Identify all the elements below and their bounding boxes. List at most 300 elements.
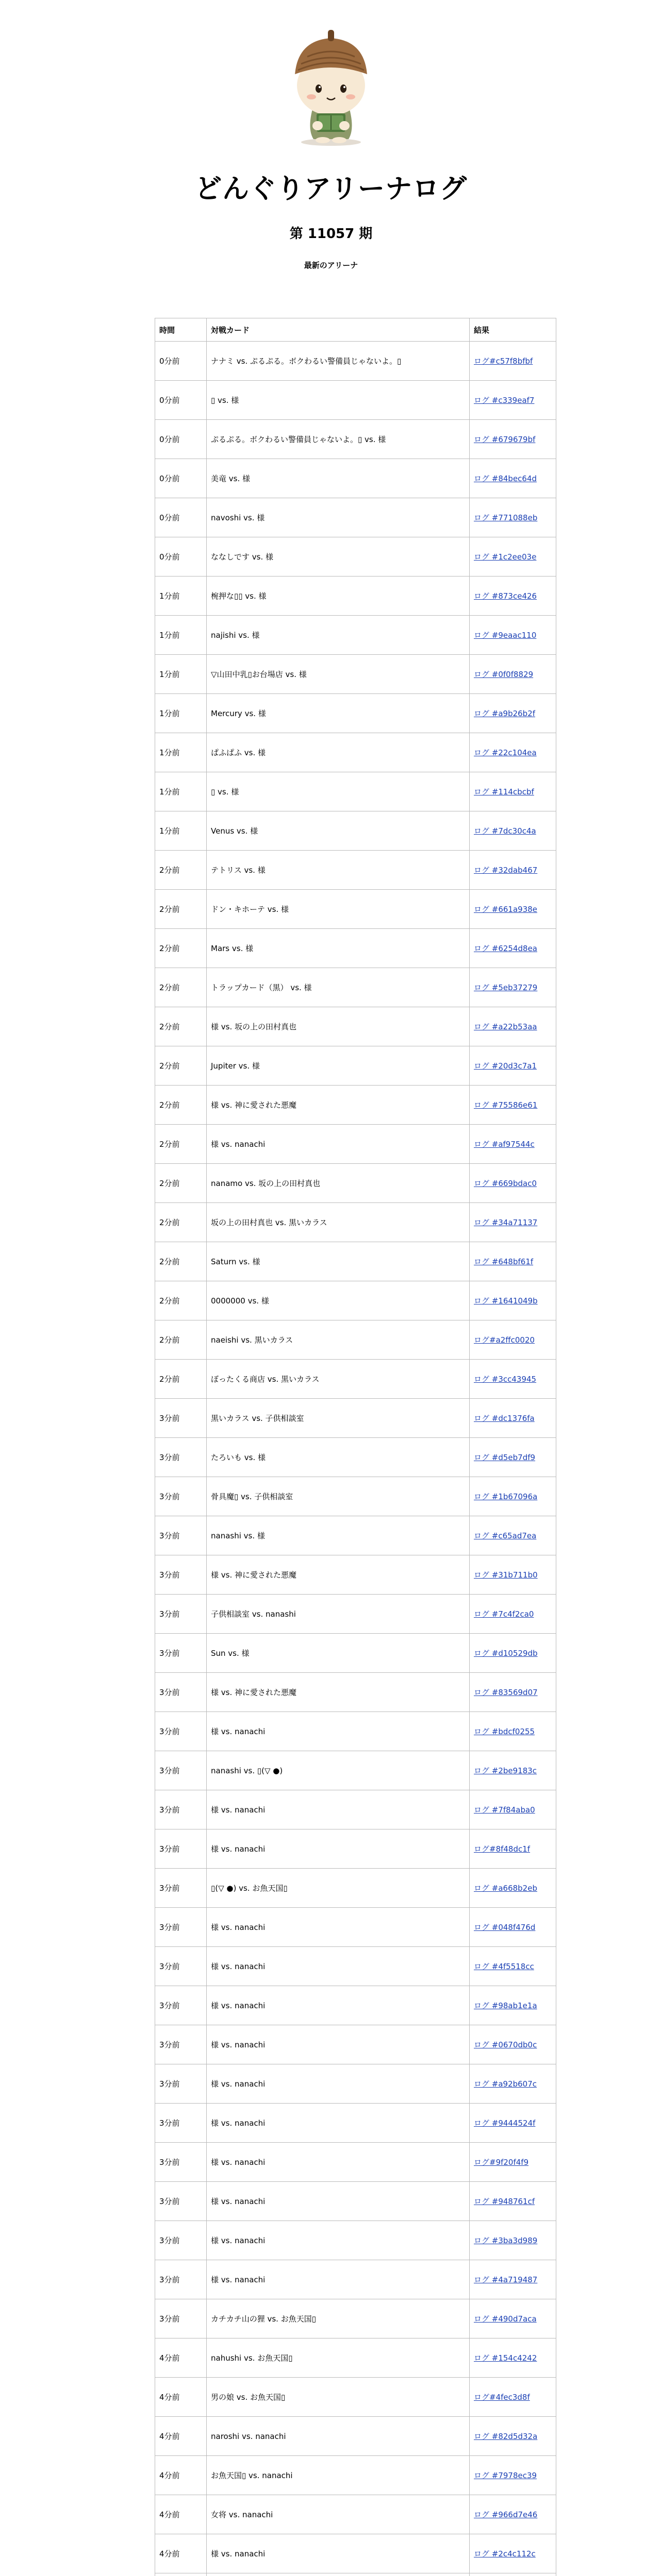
match-cell: Mars vs. 様: [207, 929, 470, 968]
table-row: [155, 2104, 556, 2143]
log-link[interactable]: ログ #82d5d32a: [474, 2431, 538, 2441]
result-cell: [470, 1164, 556, 1203]
result-cell: [470, 929, 556, 968]
result-cell: [470, 1477, 556, 1516]
time-cell: 3分前: [155, 1595, 207, 1634]
time-cell: 2分前: [155, 929, 207, 968]
result-cell: [470, 968, 556, 1007]
time-cell: 3分前: [155, 1399, 207, 1438]
match-cell: 男の娘 vs. お魚天国▯: [207, 2378, 470, 2417]
log-link[interactable]: ログ #679679bf: [474, 434, 536, 444]
result-cell: [470, 811, 556, 851]
log-link[interactable]: ログ #c339eaf7: [474, 395, 535, 405]
match-cell: たろいも vs. 様: [207, 1438, 470, 1477]
result-cell: [470, 2182, 556, 2221]
match-cell: 様 vs. nanachi: [207, 1947, 470, 1986]
match-cell: 様 vs. nanachi: [207, 2064, 470, 2104]
log-link[interactable]: ログ #98ab1e1a: [474, 2001, 537, 2010]
result-cell: [470, 537, 556, 577]
match-cell: naeishi vs. 黒いカラス: [207, 1320, 470, 1360]
result-cell: [470, 1595, 556, 1634]
log-link[interactable]: ログ #a92b607c: [474, 2079, 537, 2089]
table-row: [155, 616, 556, 655]
log-link[interactable]: ログ #5eb37279: [474, 982, 538, 992]
log-link[interactable]: ログ #a9b26b2f: [474, 708, 536, 718]
time-cell: 2分前: [155, 1164, 207, 1203]
log-link[interactable]: ログ #7978ec39: [474, 2470, 537, 2480]
match-cell: ▽山田中乳▯お台場店 vs. 様: [207, 655, 470, 694]
time-cell: 0分前: [155, 342, 207, 381]
result-cell: [470, 1125, 556, 1164]
match-cell: Jupiter vs. 様: [207, 1046, 470, 1086]
time-cell: 1分前: [155, 772, 207, 811]
result-cell: [470, 1634, 556, 1673]
result-cell: [470, 1986, 556, 2025]
table-row: [155, 929, 556, 968]
match-cell: nanashi vs. 様: [207, 1516, 470, 1555]
table-row: [155, 1007, 556, 1046]
match-cell: Saturn vs. 様: [207, 1242, 470, 1281]
match-cell: カチカチ山の狸 vs. お魚天国▯: [207, 2299, 470, 2338]
match-cell: テトリス vs. 様: [207, 851, 470, 890]
table-row: [155, 1516, 556, 1555]
time-cell: 2分前: [155, 890, 207, 929]
column-header-time: 時間: [155, 318, 207, 342]
result-cell: [470, 2534, 556, 2573]
result-cell: [470, 655, 556, 694]
time-cell: 3分前: [155, 1751, 207, 1790]
time-cell: 2分前: [155, 1320, 207, 1360]
result-cell: [470, 1555, 556, 1595]
table-row: [155, 420, 556, 459]
table-row: [155, 1986, 556, 2025]
time-cell: 3分前: [155, 2104, 207, 2143]
match-cell: 様 vs. nanachi: [207, 1986, 470, 2025]
log-link[interactable]: ログ #75586e61: [474, 1100, 538, 1110]
log-link[interactable]: ログ #4f5518cc: [474, 1961, 534, 1971]
match-cell: [207, 2573, 470, 2576]
result-cell: [470, 1829, 556, 1869]
result-cell: [470, 1203, 556, 1242]
match-cell: 様 vs. nanachi: [207, 1829, 470, 1869]
log-link[interactable]: ログ #dc1376fa: [474, 1413, 535, 1423]
result-cell: [470, 2573, 556, 2576]
table-row: [155, 1751, 556, 1790]
log-link[interactable]: ログ #20d3c7a1: [474, 1061, 537, 1071]
match-cell: トラップカード（黒） vs. 様: [207, 968, 470, 1007]
match-cell: nanamo vs. 坂の上の田村真也: [207, 1164, 470, 1203]
result-cell: [470, 1320, 556, 1360]
result-cell: [470, 2104, 556, 2143]
result-cell: [470, 459, 556, 498]
log-link[interactable]: ログ #0670db0c: [474, 2040, 537, 2049]
match-cell: 坂の上の田村真也 vs. 黒いカラス: [207, 1203, 470, 1242]
log-link[interactable]: ログ #7dc30c4a: [474, 826, 536, 836]
result-cell: [470, 498, 556, 537]
time-cell: 3分前: [155, 2025, 207, 2064]
table-row: [155, 381, 556, 420]
result-cell: [470, 1046, 556, 1086]
time-cell: 2分前: [155, 1125, 207, 1164]
table-row: [155, 1203, 556, 1242]
match-cell: ▯ vs. 様: [207, 772, 470, 811]
table-row: [155, 1712, 556, 1751]
log-link[interactable]: ログ #048f476d: [474, 1922, 536, 1932]
log-link[interactable]: ログ #1641049b: [474, 1296, 538, 1306]
log-link[interactable]: ログ #a668b2eb: [474, 1883, 537, 1893]
match-cell: ナナミ vs. ぷるぷる。ボクわるい警備員じゃないよ。▯: [207, 342, 470, 381]
match-cell: ぼったくる商店 vs. 黒いカラス: [207, 1360, 470, 1399]
time-cell: 2分前: [155, 1281, 207, 1320]
result-cell: [470, 733, 556, 772]
log-link[interactable]: ログ #d5eb7df9: [474, 1452, 536, 1462]
table-row: [155, 772, 556, 811]
result-cell: [470, 1360, 556, 1399]
result-cell: [470, 1007, 556, 1046]
log-link[interactable]: ログ #7c4f2ca0: [474, 1609, 534, 1619]
table-row: [155, 2378, 556, 2417]
match-cell: 様 vs. nanachi: [207, 2025, 470, 2064]
table-row: [155, 2299, 556, 2338]
acorn-mascot-icon: [269, 25, 393, 148]
match-cell: nanashi vs. ▯(▽ ●): [207, 1751, 470, 1790]
match-cell: 様 vs. nanachi: [207, 2260, 470, 2299]
table-row: [155, 1320, 556, 1360]
log-link[interactable]: ログ#a2ffc0020: [474, 1335, 535, 1345]
match-cell: ななしです vs. 様: [207, 537, 470, 577]
table-row: [155, 1555, 556, 1595]
log-link[interactable]: ログ #154c4242: [474, 2353, 537, 2363]
time-cell: 3分前: [155, 2064, 207, 2104]
time-cell: 1分前: [155, 733, 207, 772]
match-cell: 様 vs. nanachi: [207, 1712, 470, 1751]
table-row: [155, 1790, 556, 1829]
time-cell: 3分前: [155, 1986, 207, 2025]
match-cell: nahushi vs. お魚天国▯: [207, 2338, 470, 2378]
log-link[interactable]: ログ #661a938e: [474, 904, 538, 914]
result-cell: [470, 1947, 556, 1986]
table-row: [155, 498, 556, 537]
time-cell: 4分前: [155, 2338, 207, 2378]
table-row: [155, 2025, 556, 2064]
result-cell: [470, 2143, 556, 2182]
table-row: [155, 2221, 556, 2260]
result-cell: [470, 420, 556, 459]
hero-header: [0, 0, 662, 270]
time-cell: 3分前: [155, 1673, 207, 1712]
table-row: [155, 1869, 556, 1908]
result-cell: [470, 2260, 556, 2299]
table-row: [155, 890, 556, 929]
time-cell: [155, 2573, 207, 2576]
result-cell: [470, 772, 556, 811]
table-row: [155, 2456, 556, 2495]
time-cell: 3分前: [155, 1516, 207, 1555]
match-cell: Venus vs. 様: [207, 811, 470, 851]
time-cell: 4分前: [155, 2417, 207, 2456]
log-link[interactable]: ログ #32dab467: [474, 865, 538, 875]
result-cell: [470, 342, 556, 381]
time-cell: 1分前: [155, 655, 207, 694]
match-cell: Mercury vs. 様: [207, 694, 470, 733]
match-cell: 様 vs. nanachi: [207, 2143, 470, 2182]
match-cell: ぱふぱふ vs. 様: [207, 733, 470, 772]
result-cell: [470, 577, 556, 616]
column-header-match: 対戦カード: [207, 318, 470, 342]
log-link[interactable]: ログ #490d7aca: [474, 2314, 537, 2324]
table-body: [155, 342, 556, 2576]
log-link[interactable]: ログ #0f0f8829: [474, 669, 534, 679]
log-link[interactable]: ログ #22c104ea: [474, 748, 537, 757]
time-cell: 1分前: [155, 694, 207, 733]
result-cell: [470, 1712, 556, 1751]
match-cell: 様 vs. nanachi: [207, 2104, 470, 2143]
match-cell: 黒いカラス vs. 子供相談室: [207, 1399, 470, 1438]
match-cell: 様 vs. nanachi: [207, 2221, 470, 2260]
log-link[interactable]: ログ #4a719487: [474, 2275, 538, 2284]
time-cell: 2分前: [155, 1242, 207, 1281]
log-link[interactable]: ログ #d10529db: [474, 1648, 538, 1658]
table-row: [155, 1477, 556, 1516]
table-row: [155, 1360, 556, 1399]
table-row: [155, 1947, 556, 1986]
result-cell: [470, 1242, 556, 1281]
time-cell: 3分前: [155, 1829, 207, 1869]
log-link[interactable]: ログ #c65ad7ea: [474, 1531, 537, 1540]
match-cell: 様 vs. 神に愛された悪魔: [207, 1673, 470, 1712]
time-cell: 3分前: [155, 1477, 207, 1516]
time-cell: 1分前: [155, 811, 207, 851]
table-row: [155, 1908, 556, 1947]
table-row: [155, 1438, 556, 1477]
log-link[interactable]: ログ#4fec3d8f: [474, 2392, 530, 2402]
match-cell: Sun vs. 様: [207, 1634, 470, 1673]
time-cell: 3分前: [155, 2143, 207, 2182]
time-cell: 2分前: [155, 1007, 207, 1046]
match-cell: 骨具魔▯ vs. 子供相談室: [207, 1477, 470, 1516]
time-cell: 3分前: [155, 1712, 207, 1751]
log-link[interactable]: ログ #9eaac110: [474, 630, 537, 640]
table-row: [155, 1829, 556, 1869]
result-cell: [470, 2495, 556, 2534]
time-cell: 3分前: [155, 2221, 207, 2260]
log-link[interactable]: ログ#8f48dc1f: [474, 1844, 531, 1854]
log-link[interactable]: ログ #2c4c112c: [474, 2549, 536, 2558]
result-cell: [470, 2456, 556, 2495]
table-row: [155, 2182, 556, 2221]
table-row: [155, 2064, 556, 2104]
result-cell: [470, 1438, 556, 1477]
table-row: [155, 342, 556, 381]
table-row: [155, 537, 556, 577]
time-cell: 0分前: [155, 498, 207, 537]
time-cell: 2分前: [155, 851, 207, 890]
match-cell: 様 vs. 神に愛された悪魔: [207, 1086, 470, 1125]
log-link[interactable]: ログ #7f84aba0: [474, 1805, 535, 1815]
match-cell: 様 vs. nanachi: [207, 1908, 470, 1947]
match-cell: ▯ vs. 様: [207, 381, 470, 420]
match-cell: ▯(▽ ●) vs. お魚天国▯: [207, 1869, 470, 1908]
match-cell: 美竜 vs. 様: [207, 459, 470, 498]
result-cell: [470, 2221, 556, 2260]
result-cell: [470, 1790, 556, 1829]
log-link[interactable]: ログ #1c2ee03e: [474, 552, 537, 562]
match-cell: najishi vs. 様: [207, 616, 470, 655]
time-cell: 3分前: [155, 1438, 207, 1477]
result-cell: [470, 890, 556, 929]
match-cell: navoshi vs. 様: [207, 498, 470, 537]
time-cell: 4分前: [155, 2495, 207, 2534]
result-cell: [470, 1516, 556, 1555]
match-cell: 椀押な▯▯ vs. 様: [207, 577, 470, 616]
time-cell: 0分前: [155, 459, 207, 498]
table-row: [155, 2143, 556, 2182]
result-cell: [470, 1086, 556, 1125]
log-link[interactable]: ログ #648bf61f: [474, 1257, 534, 1266]
result-cell: [470, 2025, 556, 2064]
result-cell: [470, 2378, 556, 2417]
log-link[interactable]: ログ #3cc43945: [474, 1374, 537, 1384]
log-link[interactable]: ログ #873ce426: [474, 591, 537, 601]
result-cell: [470, 381, 556, 420]
result-cell: [470, 2417, 556, 2456]
log-link[interactable]: ログ #3ba3d989: [474, 2235, 538, 2245]
result-cell: [470, 694, 556, 733]
table-row: [155, 851, 556, 890]
log-link[interactable]: ログ #1b67096a: [474, 1492, 538, 1501]
log-link[interactable]: ログ #2be9183c: [474, 1766, 537, 1775]
time-cell: 2分前: [155, 1046, 207, 1086]
result-cell: [470, 1673, 556, 1712]
time-cell: 4分前: [155, 2378, 207, 2417]
table-row: [155, 1399, 556, 1438]
time-cell: 3分前: [155, 1634, 207, 1673]
time-cell: 3分前: [155, 1555, 207, 1595]
result-cell: [470, 1281, 556, 1320]
time-cell: 0分前: [155, 420, 207, 459]
log-link[interactable]: ログ #84bec64d: [474, 473, 537, 483]
result-cell: [470, 1869, 556, 1908]
match-cell: 様 vs. 神に愛された悪魔: [207, 1555, 470, 1595]
result-cell: [470, 1399, 556, 1438]
time-cell: 1分前: [155, 577, 207, 616]
table-row: [155, 1281, 556, 1320]
log-link[interactable]: ログ #966d7e46: [474, 2510, 538, 2519]
time-cell: 0分前: [155, 537, 207, 577]
log-link[interactable]: ログ #948761cf: [474, 2196, 535, 2206]
log-link[interactable]: ログ #31b711b0: [474, 1570, 538, 1580]
table-row: [155, 694, 556, 733]
table-row: [155, 459, 556, 498]
time-cell: 1分前: [155, 616, 207, 655]
time-cell: 0分前: [155, 381, 207, 420]
time-cell: 3分前: [155, 1947, 207, 1986]
match-cell: 0000000 vs. 様: [207, 1281, 470, 1320]
table-row: [155, 2534, 556, 2573]
log-link[interactable]: ログ #669bdac0: [474, 1178, 537, 1188]
table-row: [155, 2338, 556, 2378]
match-cell: 様 vs. nanachi: [207, 1790, 470, 1829]
table-row: [155, 1242, 556, 1281]
log-link[interactable]: ログ #bdcf0255: [474, 1726, 535, 1736]
log-link[interactable]: ログ #114cbcbf: [474, 787, 534, 796]
match-cell: 様 vs. 坂の上の田村真也: [207, 1007, 470, 1046]
arena-subheading: 最新のアリーナ: [304, 261, 358, 270]
log-link[interactable]: ログ#9f20f4f9: [474, 2157, 529, 2167]
table-row: [155, 2495, 556, 2534]
time-cell: 3分前: [155, 2260, 207, 2299]
table-row: [155, 2573, 556, 2576]
match-cell: 子供相談室 vs. nanashi: [207, 1595, 470, 1634]
table-row: [155, 1086, 556, 1125]
match-cell: 様 vs. nanachi: [207, 1125, 470, 1164]
table-row: [155, 811, 556, 851]
result-cell: [470, 1751, 556, 1790]
table-row: [155, 1125, 556, 1164]
result-cell: [470, 1908, 556, 1947]
table-row: [155, 1634, 556, 1673]
table-row: [155, 2260, 556, 2299]
table-row: [155, 1673, 556, 1712]
time-cell: 2分前: [155, 1086, 207, 1125]
table-row: [155, 1164, 556, 1203]
column-header-result: 結果: [470, 318, 556, 342]
log-link[interactable]: ログ#c57f8bfbf: [474, 356, 533, 366]
page-title: どんぐりアリーナログ: [195, 174, 467, 205]
match-cell: 女将 vs. nanachi: [207, 2495, 470, 2534]
time-cell: 3分前: [155, 2299, 207, 2338]
match-cell: お魚天国▯ vs. nanachi: [207, 2456, 470, 2495]
result-cell: [470, 2064, 556, 2104]
time-cell: 3分前: [155, 1908, 207, 1947]
match-cell: naroshi vs. nanachi: [207, 2417, 470, 2456]
time-cell: 2分前: [155, 968, 207, 1007]
match-cell: ぷるぷる。ボクわるい警備員じゃないよ。▯ vs. 様: [207, 420, 470, 459]
time-cell: 4分前: [155, 2456, 207, 2495]
table-row: [155, 2417, 556, 2456]
time-cell: 2分前: [155, 1360, 207, 1399]
table-row: [155, 1595, 556, 1634]
table-row: [155, 655, 556, 694]
result-cell: [470, 851, 556, 890]
log-link[interactable]: ログ #af97544c: [474, 1139, 535, 1149]
log-link[interactable]: ログ #83569d07: [474, 1687, 538, 1697]
log-link[interactable]: ログ #6254d8ea: [474, 943, 537, 953]
result-cell: [470, 2338, 556, 2378]
result-cell: [470, 616, 556, 655]
match-cell: 様 vs. nanachi: [207, 2182, 470, 2221]
log-link[interactable]: ログ #9444524f: [474, 2118, 536, 2128]
period-heading: 第 11057 期: [289, 226, 373, 242]
log-link[interactable]: ログ #a22b53aa: [474, 1022, 537, 1031]
table-row: [155, 733, 556, 772]
time-cell: 3分前: [155, 1869, 207, 1908]
log-link[interactable]: ログ #771088eb: [474, 513, 538, 522]
arena-log-table: [155, 318, 556, 2576]
log-link[interactable]: ログ #34a71137: [474, 1217, 538, 1227]
table-header-row: [155, 318, 556, 342]
table-row: [155, 577, 556, 616]
table-row: [155, 1046, 556, 1086]
time-cell: 3分前: [155, 2182, 207, 2221]
result-cell: [470, 2299, 556, 2338]
match-cell: 様 vs. nanachi: [207, 2534, 470, 2573]
table-row: [155, 968, 556, 1007]
time-cell: 4分前: [155, 2534, 207, 2573]
time-cell: 3分前: [155, 1790, 207, 1829]
time-cell: 2分前: [155, 1203, 207, 1242]
match-cell: ドン・キホーテ vs. 様: [207, 890, 470, 929]
